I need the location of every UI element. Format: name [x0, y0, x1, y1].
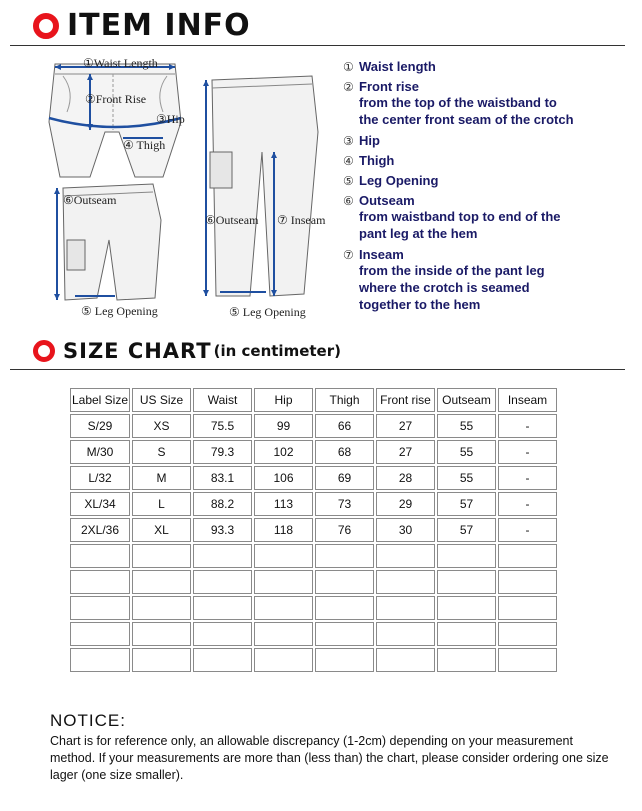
- table-cell: 106: [254, 466, 313, 490]
- column-header: Inseam: [498, 388, 557, 412]
- legend-description: together to the hem: [359, 297, 481, 312]
- table-cell: 113: [254, 492, 313, 516]
- table-cell: XS: [132, 414, 191, 438]
- legend-label: Thigh: [359, 153, 395, 168]
- legend-entry: [343, 193, 633, 242]
- legend-heading: [343, 153, 633, 168]
- legend-label: Inseam: [359, 247, 404, 262]
- table-cell: 66: [315, 414, 374, 438]
- table-cell: [498, 648, 557, 672]
- measurement-legend: [343, 59, 633, 313]
- table-cell: -: [498, 414, 557, 438]
- table-cell: 99: [254, 414, 313, 438]
- legend-description: from waistband top to end of the: [359, 209, 561, 224]
- table-cell: [254, 544, 313, 568]
- table-cell: 55: [437, 414, 496, 438]
- table-cell: 57: [437, 518, 496, 542]
- legend-number: ⑦: [343, 248, 354, 262]
- legend-description: where the crotch is seamed: [359, 280, 530, 295]
- shorts-leg-opening-label: ⑤ Leg Opening: [81, 304, 158, 318]
- legend-description: from the top of the waistband to: [359, 95, 557, 110]
- legend-number: ⑤: [343, 174, 354, 188]
- waist-length-label: ①Waist Length: [83, 56, 158, 70]
- legend-heading: [343, 133, 633, 148]
- table-cell: [70, 596, 130, 620]
- legend-heading: [343, 173, 633, 188]
- legend-entry: [343, 133, 633, 148]
- table-cell: [70, 622, 130, 646]
- table-cell: S/29: [70, 414, 130, 438]
- table-cell: [315, 596, 374, 620]
- legend-number: ②: [343, 80, 354, 94]
- table-row: [70, 570, 557, 594]
- table-row: [70, 648, 557, 672]
- legend-description: from the inside of the pant leg: [359, 263, 545, 278]
- table-cell: [254, 570, 313, 594]
- table-cell: [437, 648, 496, 672]
- column-header: Label Size: [70, 388, 130, 412]
- size-chart-subtitle: (in centimeter): [213, 342, 341, 360]
- column-header: Thigh: [315, 388, 374, 412]
- table-cell: [315, 622, 374, 646]
- table-cell: [376, 570, 435, 594]
- table-cell: [132, 596, 191, 620]
- long-pants-diagram: [200, 72, 340, 324]
- table-cell: -: [498, 492, 557, 516]
- legend-entry: [343, 173, 633, 188]
- table-cell: [132, 622, 191, 646]
- table-cell: M: [132, 466, 191, 490]
- table-row: [70, 596, 557, 620]
- table-cell: 55: [437, 466, 496, 490]
- column-header: Front rise: [376, 388, 435, 412]
- pants-leg-opening-label: ⑤ Leg Opening: [229, 305, 306, 319]
- table-header-row: [70, 388, 557, 412]
- legend-heading: [343, 79, 633, 94]
- legend-heading: [343, 59, 633, 74]
- legend-description: pant leg at the hem: [359, 226, 478, 241]
- column-header: US Size: [132, 388, 191, 412]
- legend-label: Waist length: [359, 59, 436, 74]
- table-cell: 79.3: [193, 440, 252, 464]
- table-cell: L: [132, 492, 191, 516]
- table-cell: 28: [376, 466, 435, 490]
- table-cell: [315, 570, 374, 594]
- item-info-heading: [33, 8, 251, 43]
- table-cell: -: [498, 440, 557, 464]
- size-chart-title: SIZE CHART: [63, 339, 212, 363]
- front-rise-label: ②Front Rise: [85, 92, 147, 106]
- table-cell: 75.5: [193, 414, 252, 438]
- table-cell: [315, 648, 374, 672]
- legend-label: Hip: [359, 133, 380, 148]
- table-cell: [70, 648, 130, 672]
- table-cell: 2XL/36: [70, 518, 130, 542]
- table-cell: 102: [254, 440, 313, 464]
- legend-label: Front rise: [359, 79, 419, 94]
- legend-entry: [343, 59, 633, 74]
- table-cell: 73: [315, 492, 374, 516]
- table-cell: [254, 596, 313, 620]
- legend-number: ③: [343, 134, 354, 148]
- thigh-label: ④ Thigh: [123, 138, 166, 152]
- legend-description: the center front seam of the crotch: [359, 112, 574, 127]
- table-cell: [70, 544, 130, 568]
- legend-number: ⑥: [343, 194, 354, 208]
- table-cell: XL: [132, 518, 191, 542]
- table-cell: [437, 596, 496, 620]
- size-chart-table: [68, 386, 559, 674]
- table-cell: [254, 648, 313, 672]
- table-cell: [193, 648, 252, 672]
- legend-entry: [343, 247, 633, 313]
- table-cell: [70, 570, 130, 594]
- front-view-diagram: [35, 52, 190, 182]
- table-row: [70, 544, 557, 568]
- table-cell: [376, 596, 435, 620]
- legend-entry: [343, 153, 633, 168]
- divider: [10, 45, 625, 46]
- table-cell: 55: [437, 440, 496, 464]
- pants-outseam-label: ⑥Outseam: [205, 213, 259, 227]
- table-cell: 29: [376, 492, 435, 516]
- column-header: Outseam: [437, 388, 496, 412]
- table-cell: 118: [254, 518, 313, 542]
- table-cell: [254, 622, 313, 646]
- table-cell: 76: [315, 518, 374, 542]
- table-cell: [315, 544, 374, 568]
- column-header: Waist: [193, 388, 252, 412]
- table-cell: [193, 544, 252, 568]
- red-ring-icon: [33, 340, 55, 362]
- legend-heading: [343, 193, 633, 208]
- shorts-side-diagram: [45, 180, 195, 325]
- table-cell: S: [132, 440, 191, 464]
- table-cell: 68: [315, 440, 374, 464]
- legend-entry: [343, 79, 633, 128]
- notice-title: NOTICE:: [50, 711, 126, 730]
- table-cell: [376, 544, 435, 568]
- table-cell: XL/34: [70, 492, 130, 516]
- table-row: [70, 414, 557, 438]
- red-ring-icon: [33, 13, 59, 39]
- table-cell: 69: [315, 466, 374, 490]
- table-cell: 27: [376, 440, 435, 464]
- table-cell: [498, 544, 557, 568]
- table-cell: [132, 570, 191, 594]
- table-cell: [498, 596, 557, 620]
- divider: [10, 369, 625, 370]
- table-row: [70, 518, 557, 542]
- table-cell: [376, 648, 435, 672]
- table-cell: M/30: [70, 440, 130, 464]
- table-cell: L/32: [70, 466, 130, 490]
- table-cell: 93.3: [193, 518, 252, 542]
- table-cell: 27: [376, 414, 435, 438]
- column-header: Hip: [254, 388, 313, 412]
- legend-number: ④: [343, 154, 354, 168]
- table-cell: -: [498, 518, 557, 542]
- table-cell: [376, 622, 435, 646]
- table-row: [70, 440, 557, 464]
- table-row: [70, 466, 557, 490]
- shorts-outseam-label: ⑥Outseam: [63, 193, 117, 207]
- table-row: [70, 622, 557, 646]
- table-cell: [437, 570, 496, 594]
- hip-label: ③Hip: [156, 112, 185, 126]
- table-cell: [437, 622, 496, 646]
- table-cell: 57: [437, 492, 496, 516]
- notice-text: Chart is for reference only, an allowable discrepancy (1-2cm) depending on your measurement method. If your measurements are more than (less than) the chart, please consider ordering one size lager (one size smaller).: [50, 734, 609, 782]
- table-cell: [498, 622, 557, 646]
- table-cell: [193, 570, 252, 594]
- table-cell: [132, 544, 191, 568]
- item-info-title: ITEM INFO: [67, 8, 251, 43]
- table-cell: -: [498, 466, 557, 490]
- size-chart-heading: [33, 339, 341, 363]
- table-cell: [437, 544, 496, 568]
- table-cell: [193, 596, 252, 620]
- table-cell: 30: [376, 518, 435, 542]
- table-cell: 83.1: [193, 466, 252, 490]
- legend-label: Leg Opening: [359, 173, 439, 188]
- legend-heading: [343, 247, 633, 262]
- legend-number: ①: [343, 60, 354, 74]
- table-cell: [498, 570, 557, 594]
- table-row: [70, 492, 557, 516]
- long-pants-illustration: [200, 72, 340, 324]
- table-cell: [132, 648, 191, 672]
- legend-label: Outseam: [359, 193, 415, 208]
- pants-inseam-label: ⑦ Inseam: [277, 213, 326, 227]
- table-cell: [193, 622, 252, 646]
- table-cell: 88.2: [193, 492, 252, 516]
